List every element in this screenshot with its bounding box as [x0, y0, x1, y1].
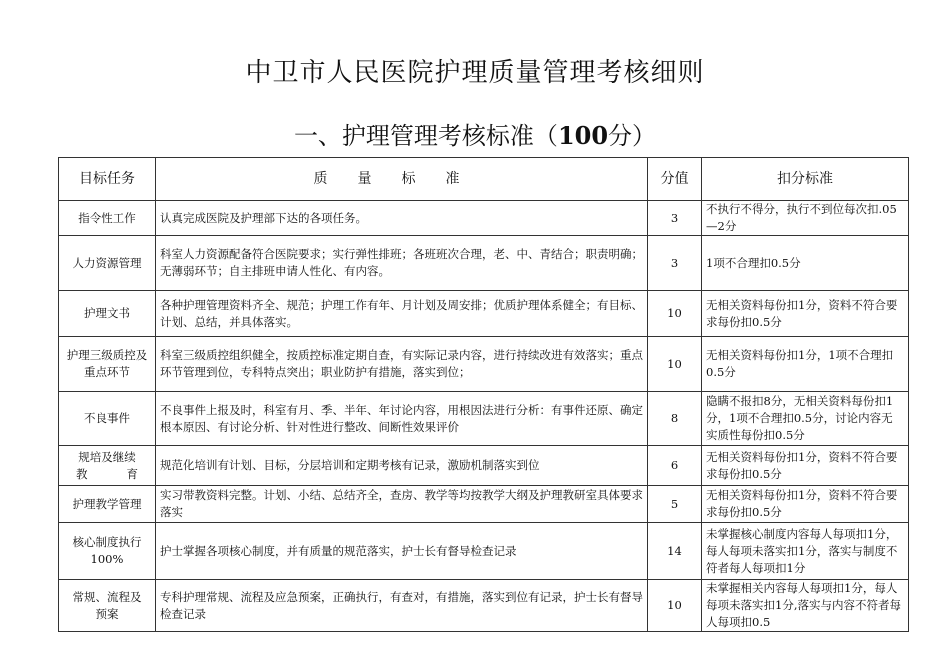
row-deduction: 不执行不得分，执行不到位每次扣.05—2分 [702, 201, 909, 236]
row-deduction: 无相关资料每份扣1分，资料不符合要求每份扣0.5分 [702, 291, 909, 337]
row-standard: 不良事件上报及时，科室有月、季、半年、年讨论内容，用根因法进行分析：有事件还原、确定根本原因、有讨论分析、针对性进行整改、间断性效果评价 [156, 392, 648, 446]
row-target-line1: 核心制度执行 [72, 535, 142, 549]
table-row [59, 446, 909, 486]
section-title-suffix: 分） [608, 122, 657, 150]
section-title [0, 116, 950, 151]
row-target: 不良事件 [59, 392, 156, 446]
row-deduction: 无相关资料每份扣1分，资料不符合要求每份扣0.5分 [702, 446, 909, 486]
row-score: 10 [648, 337, 702, 392]
row-deduction: 未掌握核心制度内容每人每项扣1分，每人每项未落实扣1分，落实与制度不符者每人每项扣1分 [702, 523, 909, 580]
row-target-line2: 100% [90, 552, 124, 566]
document-title: 中卫市人民医院护理质量管理考核细则 [245, 58, 705, 88]
row-target: 护理三级质控及重点环节 [59, 337, 156, 392]
row-score: 6 [648, 446, 702, 486]
row-score: 8 [648, 392, 702, 446]
section-title-score: 100 [557, 121, 609, 150]
header-deduction: 扣分标准 [702, 158, 909, 201]
row-score: 3 [648, 236, 702, 291]
row-target-line1: 常规、流程及 [72, 589, 142, 604]
row-target-line2-a: 教 [76, 466, 88, 481]
row-standard: 各种护理管理资料齐全、规范；护理工作有年、月计划及周安排；优质护理体系健全；有目标、计划、总结，并具体落实。 [156, 291, 648, 337]
row-target-line2-b: 育 [126, 466, 138, 481]
row-score: 10 [648, 580, 702, 632]
row-standard: 认真完成医院及护理部下达的各项任务。 [156, 201, 648, 236]
table-row [59, 291, 909, 337]
row-deduction: 未掌握相关内容每人每项扣1分，每人每项未落实扣1分,落实与内容不符者每人每项扣0.5 [702, 580, 909, 632]
row-score: 3 [648, 201, 702, 236]
table-row [59, 236, 909, 291]
row-target-line2: 预案 [95, 606, 119, 621]
row-standard: 规范化培训有计划、目标，分层培训和定期考核有记录，激励机制落实到位 [156, 446, 648, 486]
assessment-table [58, 157, 909, 632]
row-target: 护理教学管理 [59, 486, 156, 523]
header-score: 分值 [648, 158, 702, 201]
header-standard: 质量标准 [156, 158, 648, 201]
row-target-line1: 规培及继续 [78, 449, 136, 464]
table-row [59, 580, 909, 632]
table-row [59, 201, 909, 236]
row-target-line2 [76, 466, 138, 483]
row-standard: 护士掌握各项核心制度，并有质量的规范落实，护士长有督导检查记录 [156, 523, 648, 580]
row-score: 14 [648, 523, 702, 580]
row-deduction: 无相关资料每份扣1分，资料不符合要求每份扣0.5分 [702, 486, 909, 523]
row-deduction: 无相关资料每份扣1分，1项不合理扣0.5分 [702, 337, 909, 392]
row-target: 指令性工作 [59, 201, 156, 236]
row-deduction: 隐瞒不报扣8分，无相关资料每份扣1分，1项不合理扣0.5分，讨论内容无实质性每份扣0.5分 [702, 392, 909, 446]
row-standard: 实习带教资料完整。计划、小结、总结齐全，查房、教学等均按教学大纲及护理教研室具体要求落实 [156, 486, 648, 523]
row-target [59, 523, 156, 580]
row-score: 10 [648, 291, 702, 337]
row-target [59, 580, 156, 632]
row-deduction: 1项不合理扣0.5分 [702, 236, 909, 291]
row-target: 人力资源管理 [59, 236, 156, 291]
table-row [59, 392, 909, 446]
section-title-prefix: 一、护理管理考核标准（ [293, 122, 558, 150]
row-target: 护理文书 [59, 291, 156, 337]
row-score: 5 [648, 486, 702, 523]
header-target: 目标任务 [59, 158, 156, 201]
table-header-row [59, 158, 909, 201]
table-row [59, 523, 909, 580]
table-row [59, 486, 909, 523]
row-standard: 专科护理常规、流程及应急预案，正确执行，有查对，有措施，落实到位有记录，护士长有督导检查记录 [156, 580, 648, 632]
row-standard: 科室三级质控组织健全，按质控标准定期自查，有实际记录内容，进行持续改进有效落实；重点环节管理到位，专科特点突出；职业防护有措施，落实到位； [156, 337, 648, 392]
row-target [59, 446, 156, 486]
row-standard: 科室人力资源配备符合医院要求；实行弹性排班；各班班次合理，老、中、青结合；职责明确；无薄弱环节；自主排班申请人性化、有内容。 [156, 236, 648, 291]
table-row [59, 337, 909, 392]
